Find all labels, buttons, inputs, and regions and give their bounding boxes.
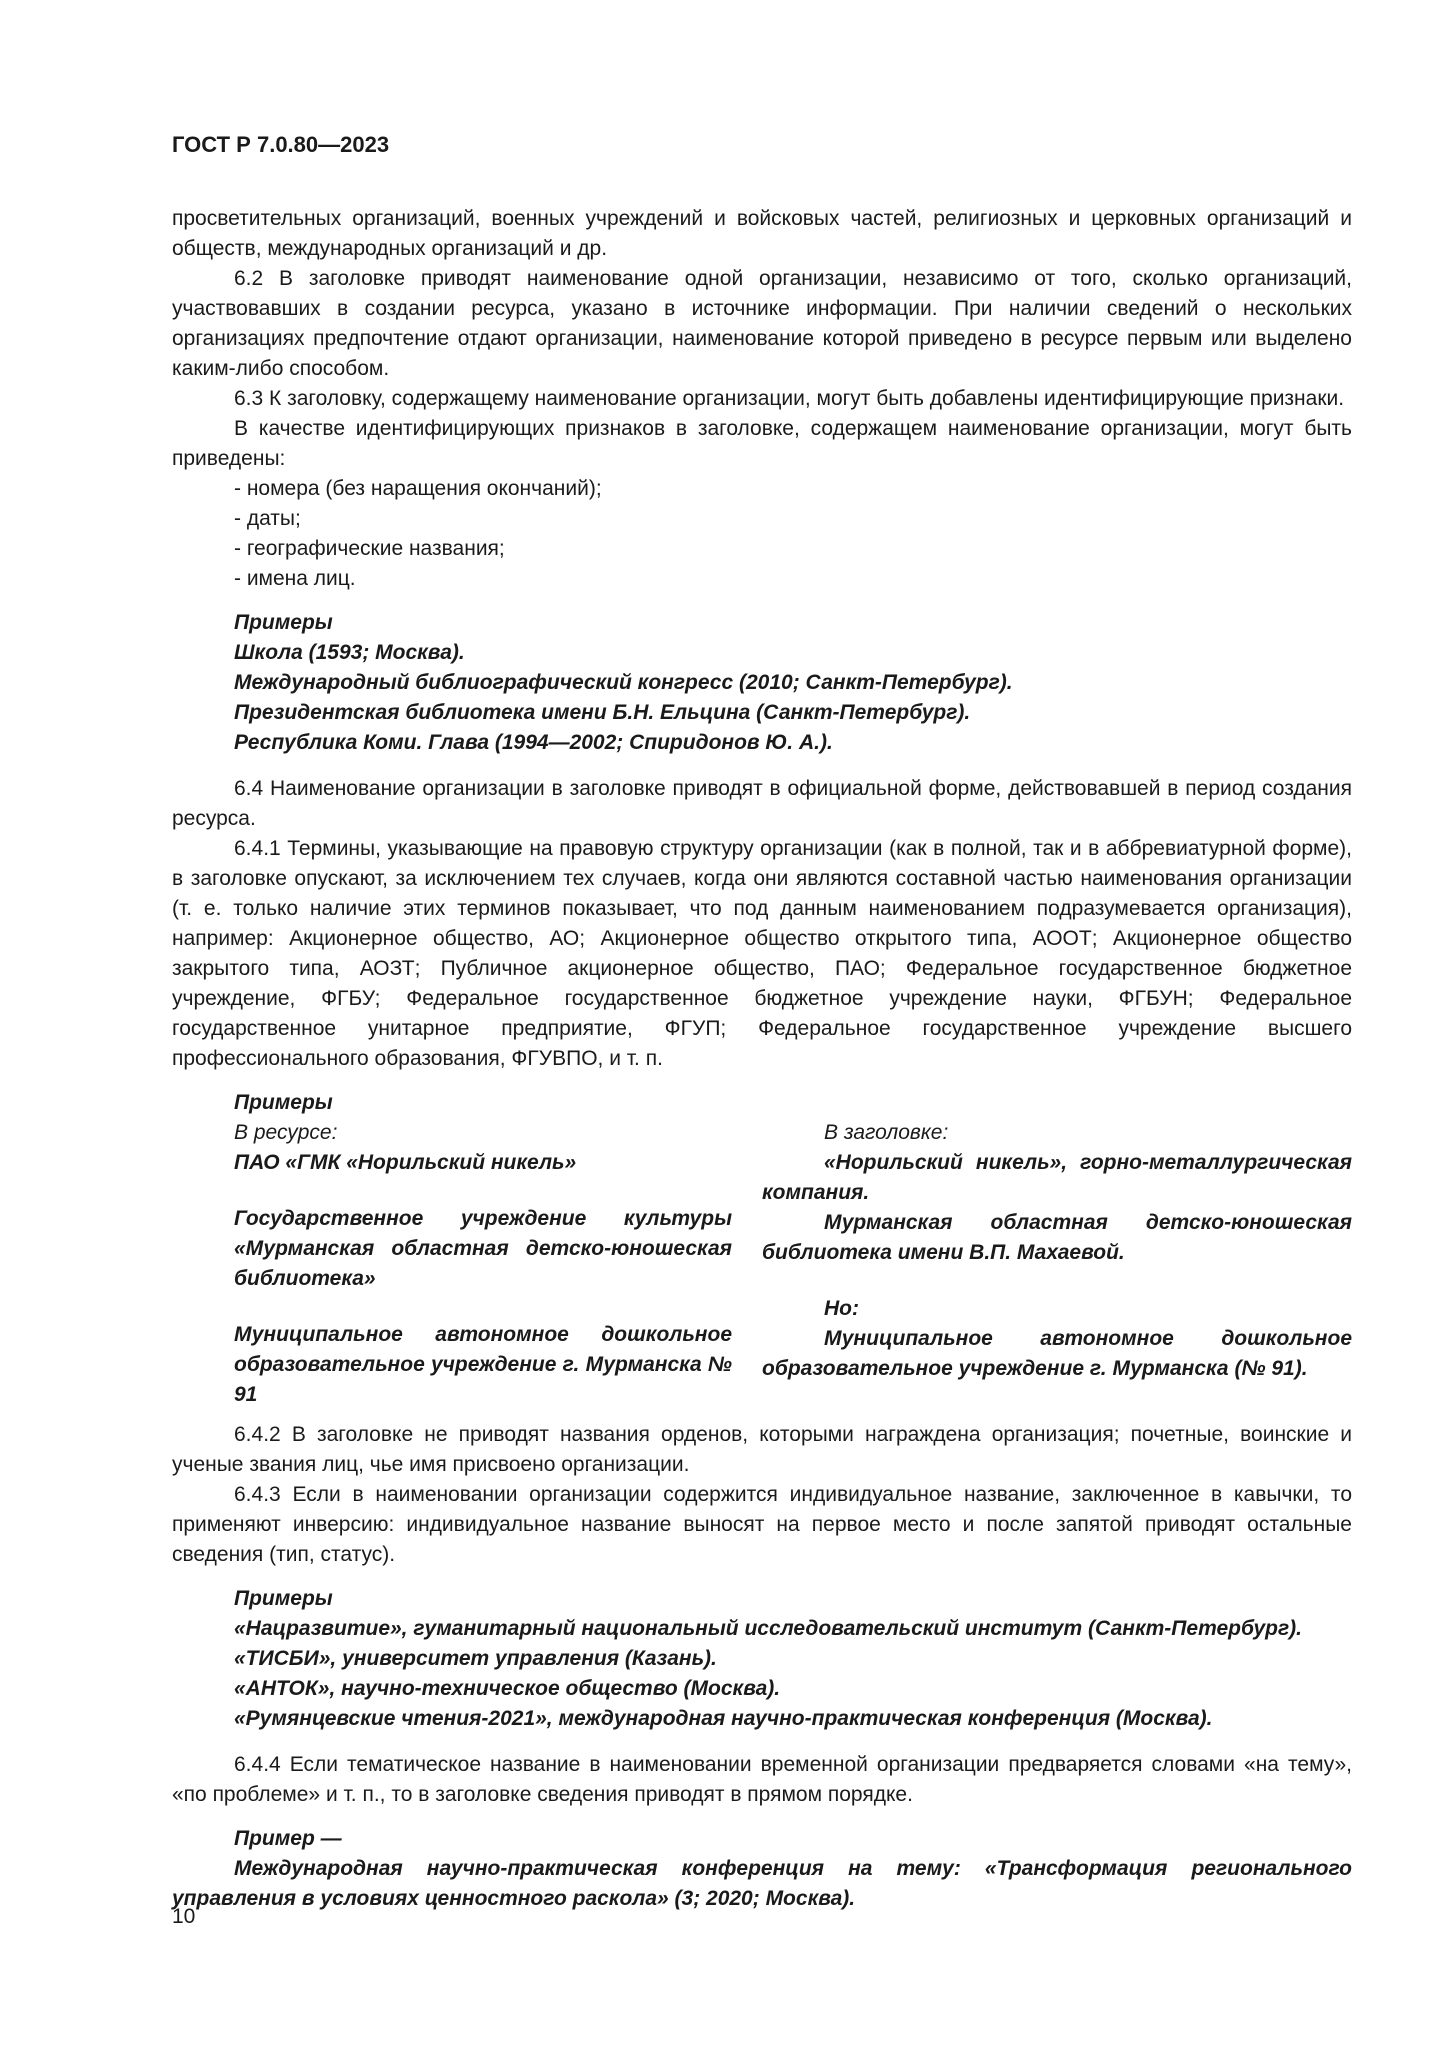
paragraph-6-4-2: 6.4.2 В заголовке не приводят названия орденов, которыми награждена организация; почетные, воинские и ученые звания лиц, чье имя присвоено организации. bbox=[172, 1423, 1352, 1476]
document-page bbox=[172, 130, 1352, 1914]
example-line: «Нацразвитие», гуманитарный национальный исследовательский институт (Санкт-Петербург). bbox=[234, 1617, 1303, 1640]
column-in-resource bbox=[172, 1118, 732, 1410]
example-line: Школа (1593; Москва). bbox=[234, 641, 465, 664]
list-item: - даты; bbox=[234, 507, 301, 530]
paragraph-6-3-list-intro: В качестве идентифицирующих признаков в заголовке, содержащем наименование организации, могут быть приведены: bbox=[172, 417, 1352, 470]
paragraph-6-4-4: 6.4.4 Если тематическое название в наименовании временной организации предваряется словами «на тему», «по проблеме» и т. п., то в заголовке сведения приводят в прямом порядке. bbox=[172, 1753, 1352, 1806]
examples-heading: Примеры bbox=[234, 1091, 333, 1114]
example-line: «АНТОК», научно-техническое общество (Москва). bbox=[234, 1677, 781, 1700]
examples-heading: Примеры bbox=[234, 1587, 333, 1610]
example-line: Муниципальное автономное дошкольное образовательное учреждение г. Мурманска № 91 bbox=[234, 1323, 732, 1406]
example-line: Президентская библиотека имени Б.Н. Ельцина (Санкт-Петербург). bbox=[234, 701, 971, 724]
examples-block-4 bbox=[172, 1824, 1352, 1914]
examples-two-columns bbox=[172, 1118, 1352, 1410]
examples-block-3 bbox=[172, 1584, 1352, 1734]
paragraph-6-4-1: 6.4.1 Термины, указывающие на правовую структуру организации (как в полной, так и в аббревиатурной форме), в заголовке опускают, за исключением тех случаев, когда они являются составной частью наименования организации (т. е. только наличие этих терминов показывает, что под данным наименованием подразумевается организация), например: Акционерное общество, АО; Акционерное общество открытого типа, АООТ; Акционерное общество закрытого типа, АОЗТ; Публичное акционерное общество, ПАО; Федеральное государственное бюджетное учреждение, ФГБУ; Федеральное государственное бюджетное учреждение науки, ФГБУН; Федеральное государственное унитарное предприятие, ФГУП; Федеральное государственное учреждение высшего профессионального образования, ФГУВПО, и т. п. bbox=[172, 837, 1352, 1070]
column-label: В заголовке: bbox=[824, 1121, 949, 1144]
list-item: - географические названия; bbox=[234, 537, 505, 560]
example-line: Но: bbox=[824, 1297, 859, 1320]
example-line: Международная научно-практическая конференция на тему: «Трансформация регионального управления в условиях ценностного раскола» (3; 2020; Москва). bbox=[172, 1857, 1352, 1910]
list-item: - имена лиц. bbox=[234, 567, 356, 590]
examples-block-1 bbox=[172, 608, 1352, 758]
column-in-heading bbox=[732, 1118, 1352, 1410]
paragraph-continuation: просветительных организаций, военных учреждений и войсковых частей, религиозных и церковных организаций и обществ, международных организаций и др. bbox=[172, 207, 1352, 260]
paragraph-6-2: 6.2 В заголовке приводят наименование одной организации, независимо от того, сколько организаций, участвовавших в создании ресурса, указано в источнике информации. При наличии сведений о нескольких организациях предпочтение отдают организации, наименование которой приведено в ресурсе первым или выделено каким-либо способом. bbox=[172, 267, 1352, 380]
example-line: Республика Коми. Глава (1994—2002; Спиридонов Ю. А.). bbox=[234, 731, 833, 754]
standard-title: ГОСТ Р 7.0.80—2023 bbox=[172, 132, 390, 157]
example-line: «Норильский никель», горно-металлургическая компания. bbox=[762, 1151, 1352, 1204]
page-number: 10 bbox=[172, 1905, 196, 1928]
example-line: «ТИСБИ», университет управления (Казань). bbox=[234, 1647, 717, 1670]
example-line: Международный библиографический конгресс (2010; Санкт-Петербург). bbox=[234, 671, 1013, 694]
list-item: - номера (без наращения окончаний); bbox=[234, 477, 602, 500]
paragraph-6-4: 6.4 Наименование организации в заголовке приводят в официальной форме, действовавшей в период создания ресурса. bbox=[172, 777, 1352, 830]
paragraph-6-3: 6.3 К заголовку, содержащему наименование организации, могут быть добавлены идентифицирующие признаки. bbox=[234, 387, 1345, 410]
examples-heading: Примеры bbox=[234, 611, 333, 634]
paragraph-6-4-3: 6.4.3 Если в наименовании организации содержится индивидуальное название, заключенное в кавычки, то применяют инверсию: индивидуальное название выносят на первое место и после запятой приводят остальные сведения (тип, статус). bbox=[172, 1483, 1352, 1566]
example-line: Мурманская областная детско-юношеская библиотека имени В.П. Махаевой. bbox=[762, 1211, 1352, 1264]
example-line: Государственное учреждение культуры «Мурманская областная детско-юношеская библиотека» bbox=[234, 1207, 732, 1290]
example-line: ПАО «ГМК «Норильский никель» bbox=[234, 1151, 577, 1174]
example-line: «Румянцевские чтения-2021», международная научно-практическая конференция (Москва). bbox=[234, 1707, 1213, 1730]
example-line: Муниципальное автономное дошкольное образовательное учреждение г. Мурманска (№ 91). bbox=[762, 1327, 1352, 1380]
column-label: В ресурсе: bbox=[234, 1121, 338, 1144]
examples-heading: Пример — bbox=[234, 1827, 342, 1850]
